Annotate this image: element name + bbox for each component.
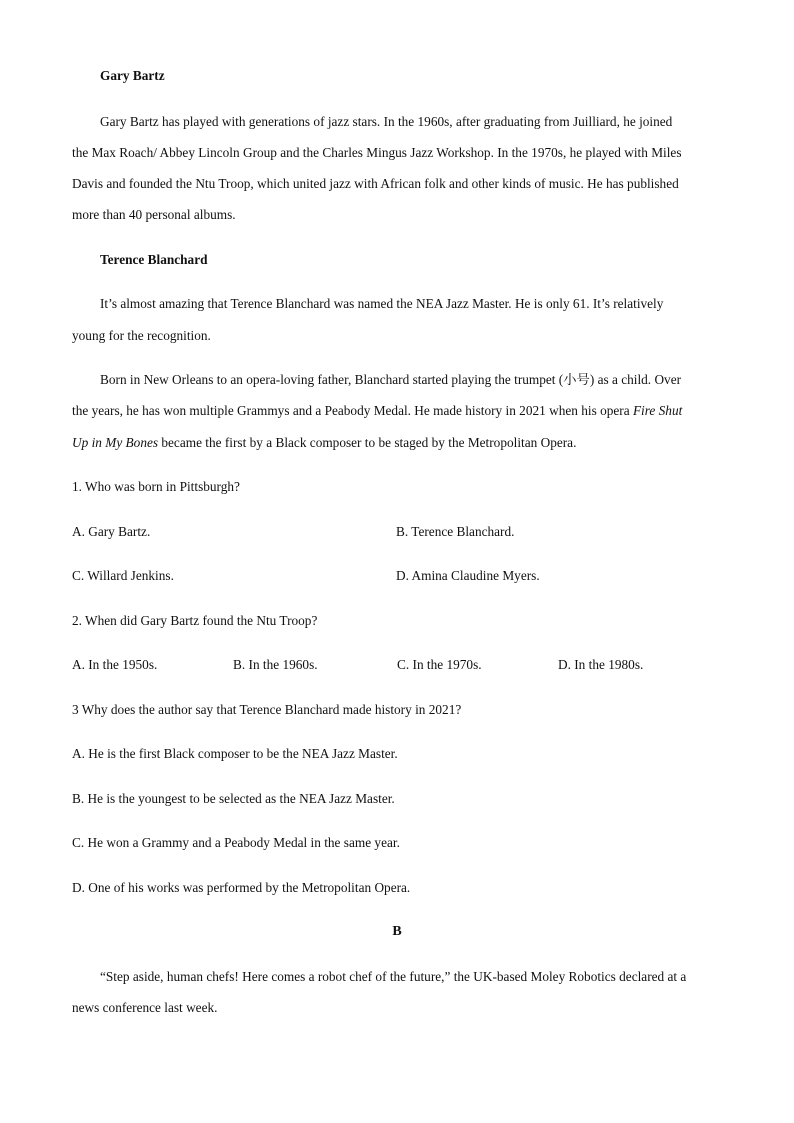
passage-b-title: B [392,924,402,939]
heading-gary-bartz: Gary Bartz [100,68,165,83]
q3-option-c: C. He won a Grammy and a Peabody Medal in the same year. [72,835,400,850]
q3-option-a: A. He is the first Black composer to be the NEA Jazz Master. [72,746,398,761]
paragraph-line: more than 40 personal albums. [72,207,236,222]
paragraph-line: news conference last week. [72,1000,218,1015]
q3-option-b: B. He is the youngest to be selected as the NEA Jazz Master. [72,791,395,806]
question-2-stem: 2. When did Gary Bartz found the Ntu Troop? [72,613,318,628]
heading-terence-blanchard: Terence Blanchard [100,252,208,267]
text-run: became the first by a Black composer to be staged by the Metropolitan Opera. [158,435,577,450]
paragraph-line: the Max Roach/ Abbey Lincoln Group and the Charles Mingus Jazz Workshop. In the 1970s, he played with Miles [72,145,682,160]
paragraph-line: It’s almost amazing that Terence Blanchard was named the NEA Jazz Master. He is only 61. It’s relatively [100,296,664,311]
paragraph-line: young for the recognition. [72,328,211,343]
q2-option-c: C. In the 1970s. [397,657,482,672]
q1-option-d: D. Amina Claudine Myers. [396,568,540,583]
paragraph-line [72,435,722,451]
paragraph-line [72,403,722,419]
paragraph-line: “Step aside, human chefs! Here comes a robot chef of the future,” the UK-based Moley Robotics declared at a [100,969,687,984]
q1-option-a: A. Gary Bartz. [72,524,151,539]
q3-option-d: D. One of his works was performed by the Metropolitan Opera. [72,880,411,895]
text-run: the years, he has won multiple Grammys and a Peabody Medal. He made history in 2021 when his opera [72,403,633,418]
question-1-stem: 1. Who was born in Pittsburgh? [72,479,240,494]
paragraph-line: Born in New Orleans to an opera-loving father, Blanchard started playing the trumpet (小号) as a child. Over [100,372,682,387]
opera-title-part2: Up in My Bones [72,435,159,450]
q2-option-d: D. In the 1980s. [558,657,644,672]
paragraph-line: Gary Bartz has played with generations of jazz stars. In the 1960s, after graduating from Juilliard, he joined [100,114,673,129]
q1-option-c: C. Willard Jenkins. [72,568,174,583]
q1-option-b: B. Terence Blanchard. [396,524,515,539]
q2-option-b: B. In the 1960s. [233,657,318,672]
q2-option-a: A. In the 1950s. [72,657,158,672]
opera-title-part1: Fire Shut [632,403,683,418]
question-3-stem: 3 Why does the author say that Terence Blanchard made history in 2021? [72,702,462,717]
paragraph-line: Davis and founded the Ntu Troop, which united jazz with African folk and other kinds of music. He has published [72,176,679,191]
